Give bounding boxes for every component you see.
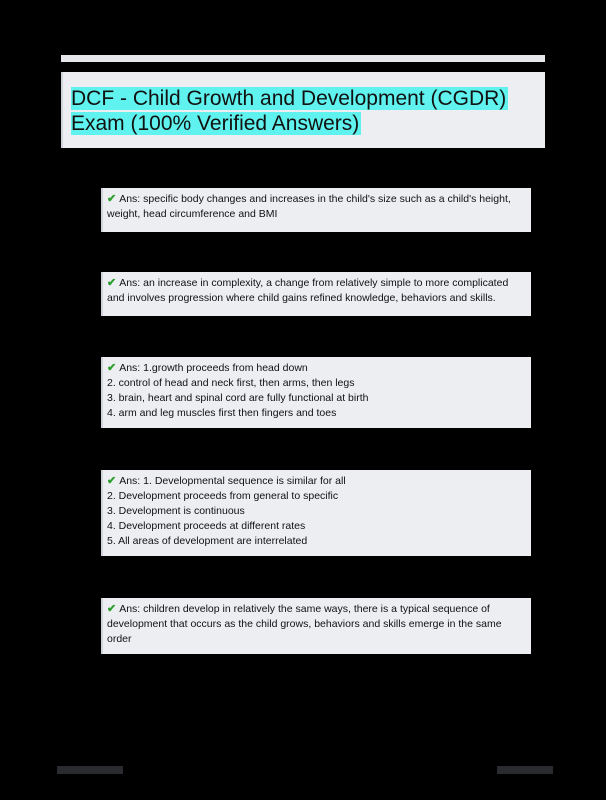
answer-line: ✔ Ans: an increase in complexity, a change from relatively simple to more complicated (107, 277, 509, 289)
answer-box-5 (101, 598, 531, 654)
footer-right-mark (497, 766, 553, 774)
answer-line: 5. All areas of development are interrelated (107, 535, 308, 547)
title-line-1: DCF - Child Growth and Development (CGDR) (71, 87, 507, 110)
check-icon: ✔ (107, 193, 117, 205)
check-icon: ✔ (107, 475, 117, 487)
answer-box-1 (101, 188, 531, 232)
answer-line: ✔ Ans: 1. Developmental sequence is similar for all (107, 475, 346, 487)
footer-left-mark (57, 766, 123, 774)
answer-line: 2. control of head and neck first, then arms, then legs (107, 377, 355, 389)
answer-box-4 (101, 470, 531, 556)
answer-line: development that occurs as the child grows, behaviors and skills emerge in the same (107, 618, 502, 630)
answer-line: 4. arm and leg muscles first then fingers and toes (107, 407, 337, 419)
answer-line: 4. Development proceeds at different rates (107, 520, 306, 532)
answer-line: weight, head circumference and BMI (107, 208, 278, 220)
answer-line: ✔ Ans: specific body changes and increases in the child's size such as a child's height, (107, 193, 511, 205)
check-icon: ✔ (107, 362, 117, 374)
top-rule (61, 55, 545, 62)
answer-line: order (107, 633, 132, 645)
answer-line: and involves progression where child gains refined knowledge, behaviors and skills. (107, 292, 496, 304)
title-box (61, 72, 545, 148)
answer-line: 3. brain, heart and spinal cord are fully functional at birth (107, 392, 369, 404)
page-title (71, 86, 511, 136)
answer-line: ✔ Ans: 1.growth proceeds from head down (107, 362, 308, 374)
answer-line: 3. Development is continuous (107, 505, 245, 517)
answer-box-3 (101, 357, 531, 428)
check-icon: ✔ (107, 603, 117, 615)
answer-box-2 (101, 272, 531, 316)
title-line-2: Exam (100% Verified Answers) (71, 112, 360, 135)
answer-line: ✔ Ans: children develop in relatively the same ways, there is a typical sequence of (107, 603, 490, 615)
answer-line: 2. Development proceeds from general to specific (107, 490, 339, 502)
check-icon: ✔ (107, 277, 117, 289)
